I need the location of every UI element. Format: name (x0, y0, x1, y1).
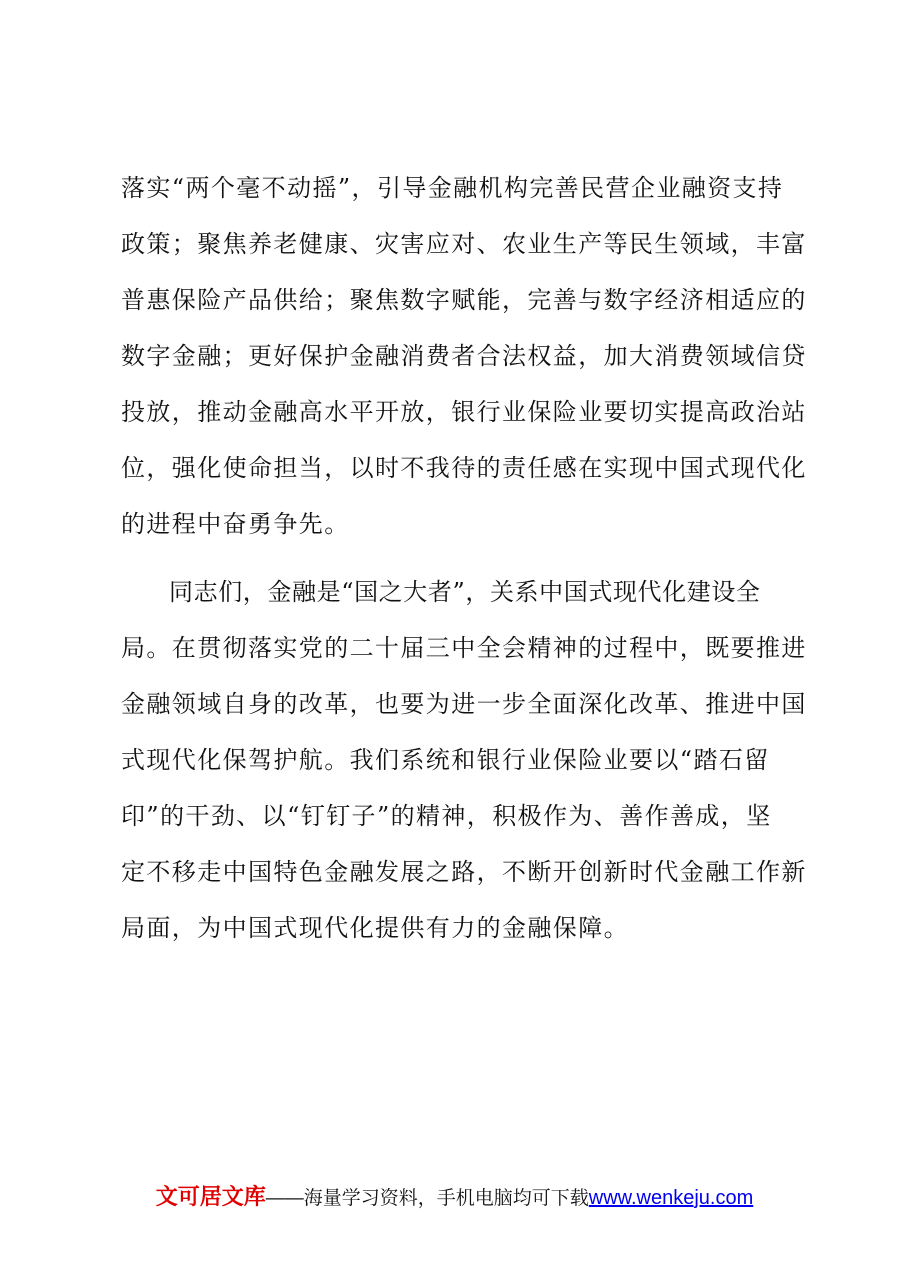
footer-site-link[interactable]: www.wenkeju.com (588, 1187, 754, 1209)
paragraph-2 (121, 564, 807, 956)
text-line: 金融领域自身的改革，也要为进一步全面深化改革、推进中国 (121, 690, 807, 718)
text-line: 位，强化使命担当，以时不我待的责任感在实现中国式现代化 (121, 454, 807, 482)
text-line: 数字金融；更好保护金融消费者合法权益，加大消费领域信贷 (121, 342, 807, 370)
text-line: 政策；聚焦养老健康、灾害应对、农业生产等民生领域，丰富 (121, 230, 807, 258)
text-line: 式现代化保驾护航。我们系统和银行业保险业要以“踏石留 (121, 746, 770, 774)
text-line: 投放，推动金融高水平开放，银行业保险业要切实提高政治站 (121, 398, 807, 426)
footer-slogan: ——海量学习资料，手机电脑均可下载 (265, 1188, 589, 1209)
text-line: 的进程中奋勇争先。 (121, 510, 350, 538)
text-line: 普惠保险产品供给；聚焦数字赋能，完善与数字经济相适应的 (121, 286, 807, 314)
text-line: 同志们，金融是“国之大者”，关系中国式现代化建设全 (169, 578, 761, 606)
text-line: 定不移走中国特色金融发展之路，不断开创新时代金融工作新 (121, 858, 807, 886)
text-line: 局。在贯彻落实党的二十届三中全会精神的过程中，既要推进 (121, 634, 807, 662)
footer-brand: 文可居文库 (155, 1184, 266, 1209)
page-footer (0, 1180, 909, 1211)
document-body (121, 160, 807, 956)
text-line: 局面，为中国式现代化提供有力的金融保障。 (121, 914, 629, 942)
text-line: 落实“两个毫不动摇”，引导金融机构完善民营企业融资支持 (121, 174, 784, 202)
text-line: 印”的干劲、以“钉钉子”的精神，积极作为、善作善成，坚 (121, 802, 772, 830)
paragraph-spacer (121, 552, 786, 564)
paragraph-1 (121, 160, 807, 552)
